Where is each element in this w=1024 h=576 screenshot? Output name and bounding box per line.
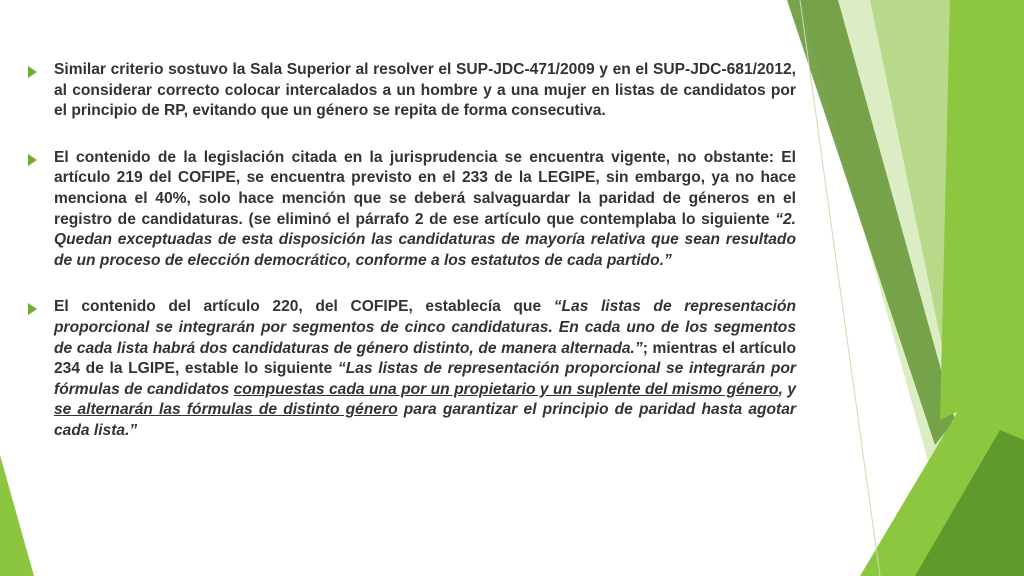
triangle-bullet-icon [28,154,37,166]
quote-text: para garantizar el principio de paridad hasta agotar cada lista.” [54,401,796,439]
slide-content [28,60,796,442]
left-green-stripe [0,455,34,576]
bullet-text: El contenido del artículo 220, del COFIPE, establecía que [54,298,554,316]
bullet-text: ; mientras el artículo 234 de la LGIPE, estable lo siguiente [54,339,796,378]
bullet-text: Similar criterio sostuvo la Sala Superior al resolver el SUP-JDC-471/2009 y en el SUP-JDC-681/2012, al considerar correcto colocar intercalados a un hombre y a una mujer en listas de candidatos por el principio de RP, evitando que un género se repita de forma consecutiva. [54,61,796,120]
triangle-bullet-icon [28,66,37,78]
bullet-item [28,148,796,272]
bullet-item [28,60,796,122]
triangle-bullet-icon [28,303,37,315]
underlined-quote-text: se alternarán las fórmulas de distinto género [54,401,398,419]
bullet-text: El contenido de la legislación citada en la jurisprudencia se encuentra vigente, no obstante: El artículo 219 del COFIPE, se encuentra previsto en el 233 de la LEGIPE, sin embargo, ya no hace menciona el 40%, solo hace mención que se deberá salvaguardar la paridad de géneros en el registro de candidaturas. (se eliminó el párrafo 2 de ese artículo que contemplaba lo siguiente [54,148,796,228]
quote-text: “Las listas de representación proporcional se integrarán por segmentos de cinco candidaturas. En cada uno de los segmentos de cada lista habrá dos candidaturas de género distinto, de manera alternada.” [54,298,796,357]
underlined-quote-text: compuestas cada una por un propietario y un suplente del mismo género [233,380,779,398]
bullet-item [28,297,796,441]
quote-text: “Las listas de representación proporcional se integrarán por fórmulas de candidatos [54,360,797,398]
quote-text: “2. Quedan exceptuadas de esta disposición las candidaturas de mayoría relativa que sean resultado de un proceso de elección democrático, conforme a los estatutos de cada partido.” [54,210,796,269]
quote-text: , y [778,380,796,398]
